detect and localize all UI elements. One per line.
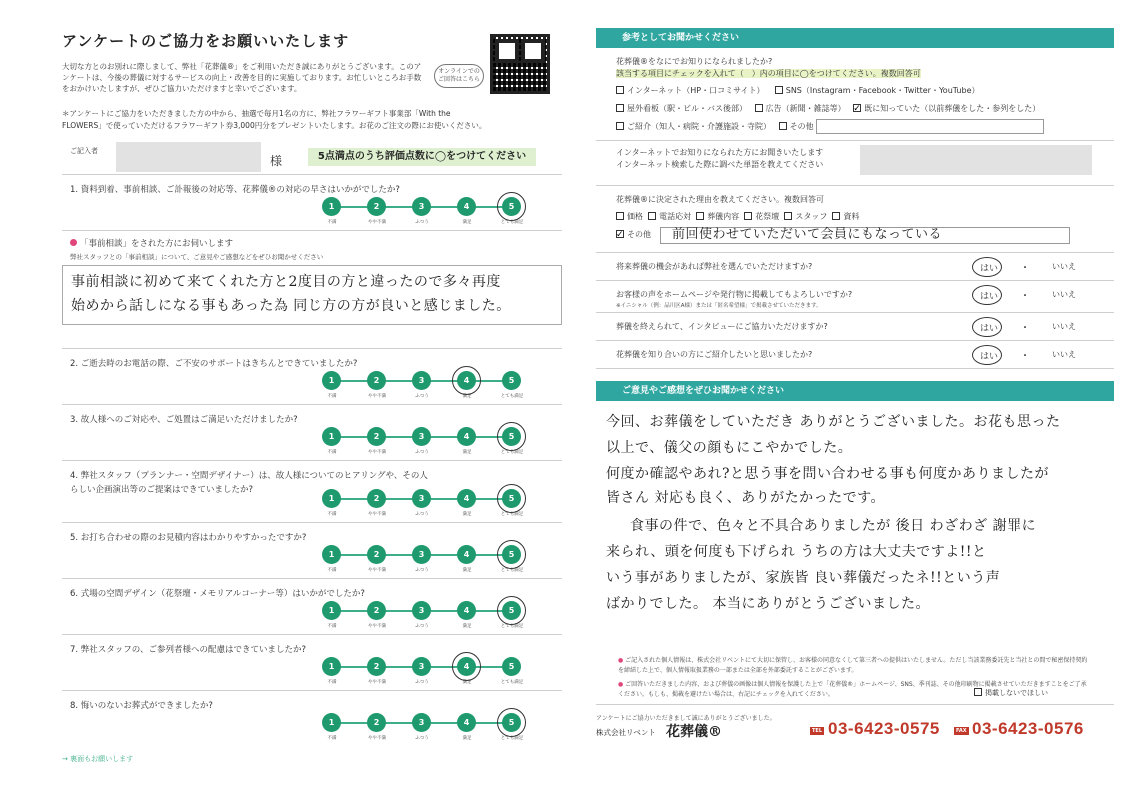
checkbox-reason-other[interactable] [616,230,624,238]
yes-no-question: 将来葬儀の機会があれば弊社を選んでいただけますか? [616,262,813,271]
rating-label: 不満 [327,680,337,685]
rating-label: 満足 [462,680,472,685]
rating-label: やや不満 [368,736,386,741]
reason-content[interactable]: 葬儀内容 [696,212,739,221]
rating-label: とても満足 [500,394,524,399]
rating-option-1[interactable]: 1 [322,713,341,732]
rating-scale [322,655,522,685]
rating-label: やや不満 [368,624,386,629]
rating-label: 満足 [462,512,472,517]
rating-scale [322,711,522,741]
fax-number: 03-6423-0576 [972,719,1084,738]
no-option[interactable]: いいえ [1052,350,1076,359]
checkbox-already-known[interactable] [853,104,861,112]
separator: ・ [1020,323,1030,334]
qr-code-icon[interactable] [490,34,550,94]
question-text: 1. 資料到着、事前相談、ご訃報後の対応等、花葬儀®の対応の早さはいかがでしたか? [70,185,400,195]
option-internet[interactable]: インターネット（HP・口コミサイト） [616,86,765,95]
rating-option-3[interactable]: 3 [412,427,431,446]
rating-label: 不満 [327,736,337,741]
question-text: 6. 式場の空間デザイン（花祭壇・メモリアルコーナー等）はいかがでしたか? [70,589,365,599]
rating-option-3[interactable]: 3 [412,489,431,508]
checkbox-docs[interactable] [832,212,840,220]
name-label: ご記入者 [70,147,98,155]
consult-heading: 「事前相談」をされた方にお伺いします [80,239,234,249]
rating-label: ふつう [415,394,429,399]
rating-option-4[interactable]: 4 [457,657,476,676]
rating-label: とても満足 [500,680,524,685]
checkbox-content[interactable] [696,212,704,220]
rating-question-4 [62,460,562,522]
yes-no-question: お客様の声をホームページや発行物に掲載してもよろしいですか? [616,290,853,299]
gift-notice: ＊アンケートにご協力をいただきました方の中から、抽選で毎月1名の方に、弊社フラワーギフト事業部「With the FLOWERS」で使っていただけるフラワーギフト券3,000円分をプレゼントいたします。お花のご注文の際にお使いください。 [62,109,487,130]
yes-option[interactable]: はい [980,349,998,362]
reason-block [596,186,1114,252]
yes-no-row-4 [596,341,1114,369]
no-option[interactable]: いいえ [1052,322,1076,331]
fax-tag: FAX [956,728,967,734]
yes-option[interactable]: はい [980,289,998,302]
how-known-hint: 該当する項目にチェックを入れて（ ）内の項目に◯をつけてください。複数回答可 [616,69,921,78]
yes-no-row-1 [596,253,1114,281]
privacy-notice: ● ご記入された個人情報は、株式会社リベントにて大切に保管し、お客様の同意なくして第三者への提供はいたしません。ただし当該業務委託先と当社との間で秘密保持契約を締結した上で、個人情報取扱業務の一部または全部を外部委託することがございます。 ● ご回答いただきました内容、および葬儀の画像は個人情報を保護した上で「花葬儀®」ホームページ、SNS、季刊誌、その他印刷物に掲載させていただきますことをご了承ください。もしも、掲載を避けたい場合は、右記にチェックを入れてください。 [618,657,1088,698]
checkbox-price[interactable] [616,212,624,220]
consult-answer-box[interactable] [62,265,562,325]
rating-option-3[interactable]: 3 [412,713,431,732]
rating-option-5[interactable]: 5 [502,489,521,508]
yes-no-row-2 [596,281,1114,313]
internet-question: インターネットでお知りになられた方にお聞きいたします [616,148,824,157]
reason-staff[interactable]: スタッフ [784,212,827,221]
rating-label: やや不満 [368,512,386,517]
yes-no-questions [596,253,1114,369]
left-page [62,28,562,746]
yes-no-question: 花葬儀を知り合いの方にご紹介したいと思いましたか? [616,350,813,359]
option-referral[interactable]: ご紹介（知人・病院・介護施設・寺院） [616,122,771,131]
rating-question-2 [62,348,562,404]
rating-label: とても満足 [500,450,524,455]
name-field[interactable] [116,142,261,172]
checkbox-other[interactable] [779,122,787,130]
rating-option-4[interactable]: 4 [457,371,476,390]
consultation-block [62,230,562,348]
rating-question-7 [62,634,562,690]
reason-docs[interactable]: 資料 [832,212,859,221]
rating-option-4[interactable]: 4 [457,601,476,620]
rating-label: とても満足 [500,624,524,629]
rating-option-2[interactable]: 2 [367,601,386,620]
rating-option-1[interactable]: 1 [322,371,341,390]
rating-label: 不満 [327,450,337,455]
rating-option-4[interactable]: 4 [457,545,476,564]
question-text: 3. 故人様へのご対応や、ご処置はご満足いただけましたか? [70,415,298,425]
comment-line: 何度か確認やあれ?と思う事を問い合わせる事も何度かありましたが [606,466,1050,482]
rating-label: とても満足 [500,512,524,517]
section-header-reference: 参考としてお聞かせください [596,28,1114,48]
rating-label: 満足 [462,220,472,225]
rating-label: 不満 [327,394,337,399]
rating-scale [322,599,522,629]
yes-option[interactable]: はい [980,321,998,334]
rating-scale [322,543,522,573]
checkbox-phone[interactable] [648,212,656,220]
rating-option-5[interactable]: 5 [502,197,521,216]
checkbox-internet[interactable] [616,86,624,94]
rating-option-5[interactable]: 5 [502,427,521,446]
rating-option-2[interactable]: 2 [367,489,386,508]
rating-option-4[interactable]: 4 [457,427,476,446]
comment-line: ばかりでした。 本当にありがとうございました。 [606,596,930,612]
rating-scale [322,195,522,225]
how-known-question: 花葬儀®をなにでお知りになられましたか? [616,57,773,66]
question-text: 8. 悔いのないお葬式ができましたか? [70,701,213,711]
yes-option[interactable]: はい [980,261,998,274]
option-sns[interactable]: SNS（Instagram・Facebook・Twitter・YouTube） [775,86,980,95]
no-publish-option[interactable]: 掲載しないでほしい [974,688,1048,698]
no-option[interactable]: いいえ [1052,290,1076,299]
sama-label: 様 [270,154,283,168]
rating-label: ふつう [415,512,429,517]
rating-option-1[interactable]: 1 [322,657,341,676]
rating-option-5[interactable]: 5 [502,371,521,390]
option-ad[interactable]: 広告（新聞・雑誌等） [755,104,846,113]
no-option[interactable]: いいえ [1052,262,1076,271]
consult-handwriting-1: 事前相談に初めて来てくれた方と2度目の方と違ったので多々再度 [71,274,501,290]
reason-phone[interactable]: 電話応対 [648,212,691,221]
question-text: 7. 弊社スタッフの、ご参列者様への配慮はできていましたか? [70,645,306,655]
rating-option-3[interactable]: 3 [412,545,431,564]
rating-label: やや不満 [368,220,386,225]
rating-label: ふつう [415,680,429,685]
checkbox-altar[interactable] [744,212,752,220]
rating-label: ふつう [415,450,429,455]
rating-question-3 [62,404,562,460]
reason-other-handwriting: 前回使わせていただいて会員にもなっている [672,227,943,242]
rating-label: 不満 [327,512,337,517]
rating-option-3[interactable]: 3 [412,197,431,216]
yes-no-row-3 [596,313,1114,341]
rating-option-3[interactable]: 3 [412,601,431,620]
rating-option-1[interactable]: 1 [322,489,341,508]
rating-option-1[interactable]: 1 [322,197,341,216]
rating-question-6 [62,578,562,634]
rating-option-3[interactable]: 3 [412,657,431,676]
rating-option-2[interactable]: 2 [367,427,386,446]
checkbox-staff[interactable] [784,212,792,220]
rating-question-1 [62,174,562,230]
rating-label: 不満 [327,220,337,225]
rating-option-5[interactable]: 5 [502,657,521,676]
rating-banner: 5点満点のうち評価点数に◯をつけてください [308,148,536,166]
search-words-field[interactable] [860,145,1092,175]
section-header-comments: ご意見やご感想をぜひお聞かせください [596,381,1114,401]
rating-option-4[interactable]: 4 [457,197,476,216]
thanks-text: アンケートにご協力いただきまして誠にありがとうございました。 [596,715,776,722]
checkbox-no-publish[interactable] [974,688,982,696]
rating-label: とても満足 [500,736,524,741]
rating-label: ふつう [415,568,429,573]
comment-line: 皆さん 対応も良く、ありがたかったです。 [606,490,886,506]
checkbox-billboard[interactable] [616,104,624,112]
back-note: → 裏面もお願いします [62,755,134,763]
rating-option-5[interactable]: 5 [502,601,521,620]
question-text: 4. 弊社スタッフ（プランナー・空間デザイナー）は、故人様についてのヒアリングや、その人らしい企画演出等のご提案はできていましたか? [70,471,428,495]
rating-option-5[interactable]: 5 [502,713,521,732]
rating-label: 満足 [462,736,472,741]
rating-label: ふつう [415,736,429,741]
comment-line: いう事がありましたが、家族皆 良い葬儀だったネ!!という声 [606,570,1001,586]
rating-option-4[interactable]: 4 [457,713,476,732]
separator: ・ [1020,351,1030,362]
comment-line: 今回、お葬儀をしていただき ありがとうございました。お花も思った [606,414,1061,430]
tel-tag: TEL [812,728,823,734]
how-known-block [596,48,1114,140]
brand-logo: 花葬儀® [666,724,722,740]
rating-label: 不満 [327,568,337,573]
question-text: 5. お打ち合わせの際のお見積内容はわかりやすかったですか? [70,533,307,543]
rating-question-5 [62,522,562,578]
rating-label: 満足 [462,624,472,629]
privacy-text-1: ご記入された個人情報は、株式会社リベントにて大切に保管し、お客様の同意なくして第三者への提供はいたしません。ただし当該業務委託先と当社との間で秘密保持契約を締結した上で、個人情報取扱業務の一部または全部を外部委託することがございます。 [618,657,1088,674]
rating-option-2[interactable]: 2 [367,197,386,216]
pink-dot-icon [70,239,77,246]
rating-label: とても満足 [500,568,524,573]
rating-option-2[interactable]: 2 [367,545,386,564]
qr-note: オンラインでのご回答はこちら [434,64,484,88]
rating-label: やや不満 [368,680,386,685]
rating-option-2[interactable]: 2 [367,713,386,732]
reason-price[interactable]: 価格 [616,212,643,221]
rating-label: 満足 [462,568,472,573]
comment-line: 以上で、儀父の顔もにこやかでした。 [606,440,853,456]
yes-no-question: 葬儀を終えられて、インタビューにご協力いただけますか? [616,322,828,331]
right-page [596,28,1114,740]
rating-question-8 [62,690,562,746]
internet-sub: インターネット検索した際に調べた単語を教えてください [616,160,824,169]
internet-block [596,141,1114,185]
rating-option-1[interactable]: 1 [322,427,341,446]
rating-option-2[interactable]: 2 [367,657,386,676]
consult-subtext: 弊社スタッフとの「事前相談」について、ご意見やご感想などをぜひお聞かせください [70,253,324,261]
separator: ・ [1020,291,1030,302]
company-name: 株式会社リベント [596,728,656,737]
rating-option-1[interactable]: 1 [322,601,341,620]
rating-option-5[interactable]: 5 [502,545,521,564]
rating-scale [322,425,522,455]
rating-option-2[interactable]: 2 [367,371,386,390]
comments-area [596,401,1114,621]
rating-label: やや不満 [368,394,386,399]
privacy-text-2: ご回答いただきました内容、および葬儀の画像は個人情報を保護した上で「花葬儀®」ホームページ、SNS、季刊誌、その他印刷物に掲載させていただきますことをご了承ください。もしも、掲載を避けたい場合は、右記にチェックを入れてください。 [618,681,1087,698]
comment-line: 来られ、頭を何度も下げられ うちの方は大丈夫ですよ!!と [606,544,987,560]
rating-scale [322,487,522,517]
rating-label: 満足 [462,394,472,399]
option-already-known[interactable]: ✓ 既に知っていた（以前葬儀をした・参列をした） [853,104,1040,113]
tel-number[interactable]: 03-6423-0575 [828,719,940,738]
rating-label: とても満足 [500,220,524,225]
separator: ・ [1020,263,1030,274]
option-other[interactable]: その他 [779,122,814,131]
reason-altar[interactable]: 花祭壇 [744,212,779,221]
rating-label: やや不満 [368,450,386,455]
rating-label: やや不満 [368,568,386,573]
consult-handwriting-2: 始めから話しになる事もあった為 同じ方の方が良いと感じました。 [71,298,511,314]
rating-label: 不満 [327,624,337,629]
checkbox-sns[interactable] [775,86,783,94]
rating-questions [62,174,562,746]
rating-label: ふつう [415,624,429,629]
qr-area [434,34,556,98]
intro-text: 大切な方とのお別れに際しまして、弊社「花葬儀®」をご利用いただき誠にありがとうございます。このアンケートは、今後の葬儀に対するサービスの向上・改善を目的に実施しております。お忙しいところお手数をおかけいたしますが、ぜひご協力いただけますと幸いでございます。 [62,62,422,93]
rating-option-1[interactable]: 1 [322,545,341,564]
name-row [62,146,562,174]
footer [596,704,1114,754]
reason-other[interactable]: ✓その他 [616,230,651,239]
yes-no-subtext: ※イニシャル（例：品川区A様）または「匿名希望様」で掲載させていただきます。 [616,303,822,309]
comment-line: 食事の件で、色々と不具合ありましたが 後日 わざわざ 謝罪に [630,518,1037,534]
checkbox-referral[interactable] [616,122,624,130]
rating-label: 満足 [462,450,472,455]
rating-scale [322,369,522,399]
rating-label: ふつう [415,220,429,225]
reason-question: 花葬儀®に決定された理由を教えてください。複数回答可 [616,195,824,204]
checkbox-ad[interactable] [755,104,763,112]
rating-option-3[interactable]: 3 [412,371,431,390]
rating-option-4[interactable]: 4 [457,489,476,508]
question-text: 2. ご逝去時のお電話の際、ご不安のサポートはきちんとできていましたか? [70,359,358,369]
option-billboard[interactable]: 屋外看板（駅・ビル・バス後部） [616,104,747,113]
page-title: アンケートのご協力をお願いいたします [62,32,350,50]
other-input[interactable] [816,119,1044,134]
